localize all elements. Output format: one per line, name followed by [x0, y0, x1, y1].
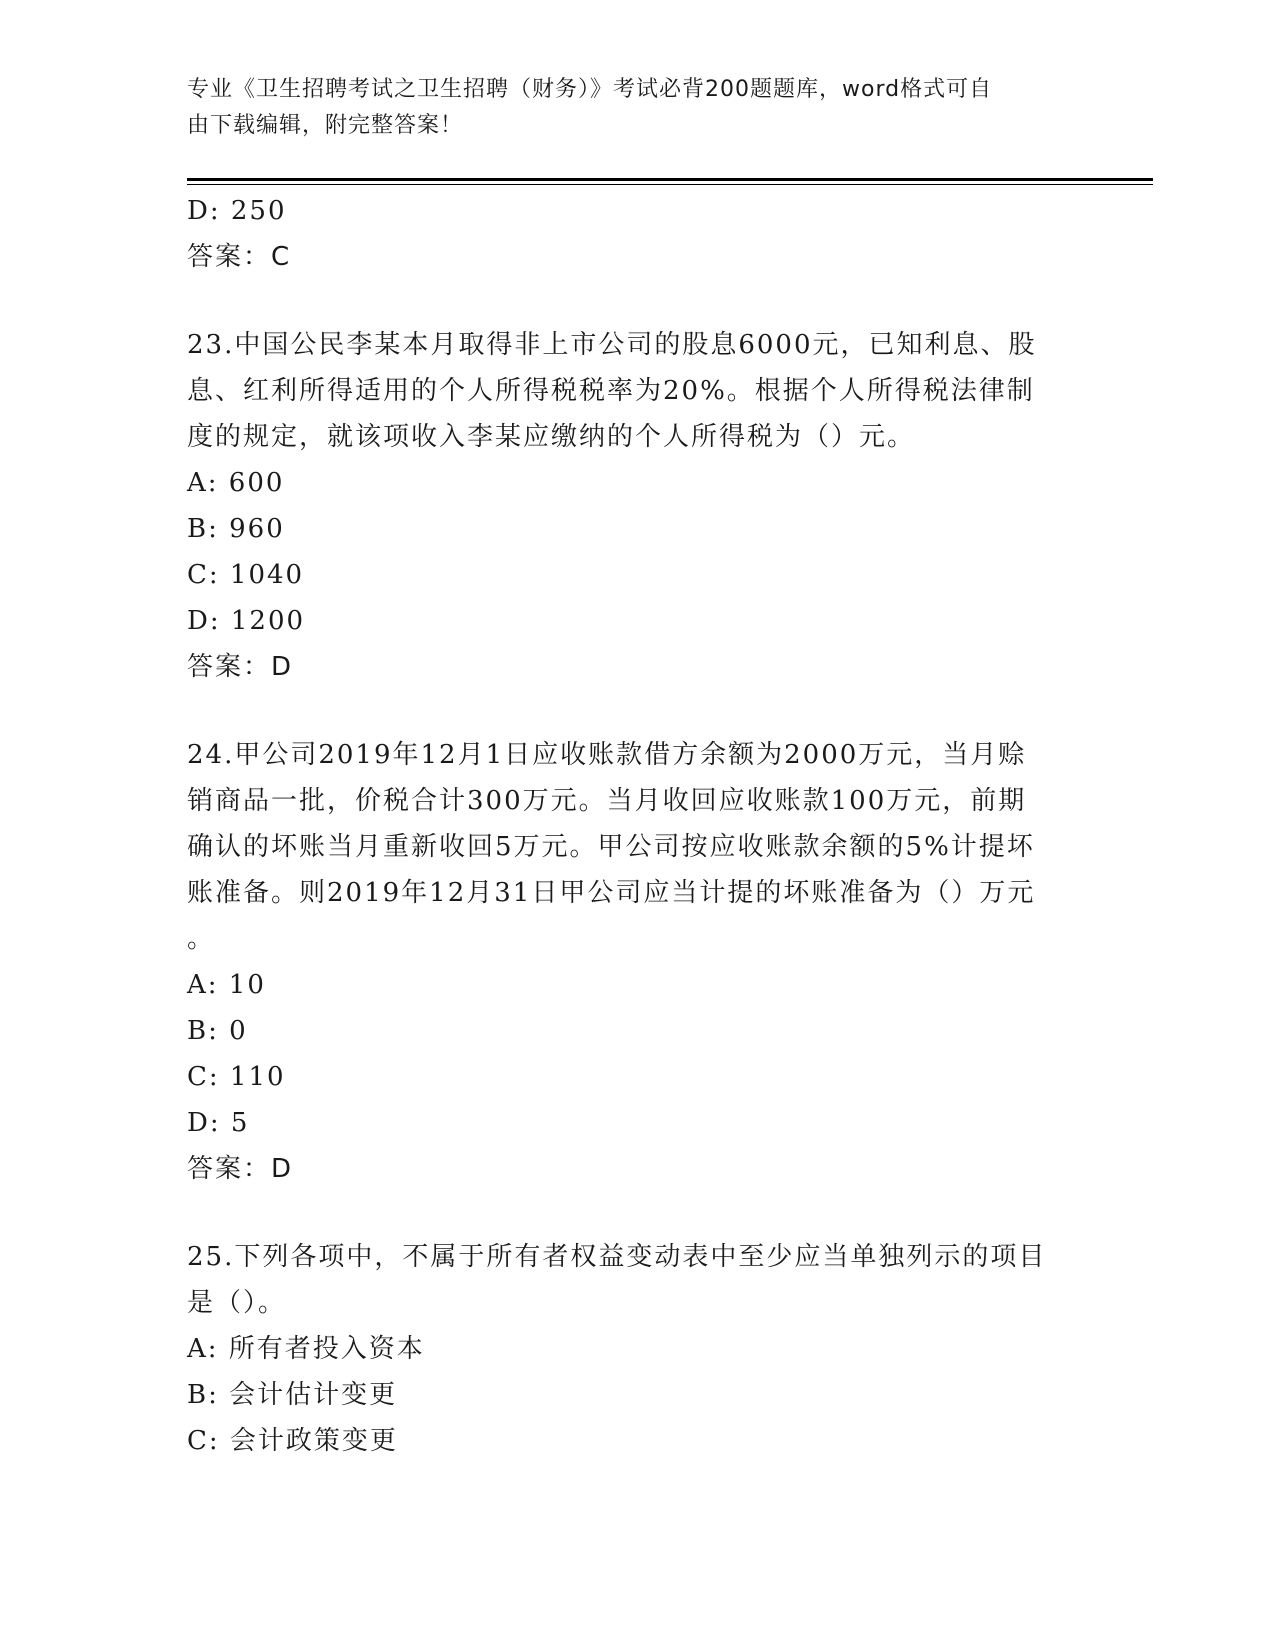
header-line-2: 由下载编辑，附完整答案！: [187, 113, 464, 138]
answer-line: 答案：D: [187, 1154, 294, 1184]
option-d: D: 5: [187, 1108, 250, 1138]
question-text-line: 息、红利所得适用的个人所得税税率为20%。根据个人所得税法律制: [187, 376, 1035, 406]
option-b: B: 会计估计变更: [187, 1380, 398, 1410]
question-22: [187, 188, 1087, 280]
question-text-line: 23.中国公民李某本月取得非上市公司的股息6000元，已知利息、股: [187, 330, 1037, 360]
option-c: C: 会计政策变更: [187, 1426, 398, 1456]
option-c: C: 110: [187, 1062, 286, 1092]
option-a: A: 10: [187, 970, 266, 1000]
question-text-line: 确认的坏账当月重新收回5万元。甲公司按应收账款余额的5%计提坏: [187, 832, 1035, 862]
question-text-line: 。: [187, 924, 216, 954]
option-d: D: 250: [187, 196, 287, 226]
answer-line: 答案：C: [187, 242, 292, 272]
option-a: A: 所有者投入资本: [187, 1334, 425, 1364]
answer-line: 答案：D: [187, 652, 294, 682]
page-header: [187, 72, 1067, 144]
question-list: [187, 188, 1087, 1464]
question-text-line: 24.甲公司2019年12月1日应收账款借方余额为2000万元，当月赊: [187, 740, 1027, 770]
header-line-1: 专业《卫生招聘考试之卫生招聘（财务）》考试必背200题题库，word格式可自: [187, 77, 993, 102]
question-text-line: 销商品一批，价税合计300万元。当月收回应收账款100万元，前期: [187, 786, 1027, 816]
option-b: B: 0: [187, 1016, 248, 1046]
option-d: D: 1200: [187, 606, 306, 636]
question-24: [187, 732, 1087, 1192]
option-c: C: 1040: [187, 560, 305, 590]
question-23: [187, 322, 1087, 690]
header-rule-thick: [187, 178, 1153, 181]
question-text-line: 是（）。: [187, 1288, 287, 1318]
question-text-line: 账准备。则2019年12月31日甲公司应当计提的坏账准备为（）万元: [187, 878, 1036, 908]
question-text-line: 25.下列各项中，不属于所有者权益变动表中至少应当单独列示的项目: [187, 1242, 1047, 1272]
option-b: B: 960: [187, 514, 285, 544]
question-25: [187, 1234, 1087, 1464]
header-rule-thin: [187, 184, 1153, 185]
question-text-line: 度的规定，就该项收入李某应缴纳的个人所得税为（）元。: [187, 422, 916, 452]
option-a: A: 600: [187, 468, 285, 498]
